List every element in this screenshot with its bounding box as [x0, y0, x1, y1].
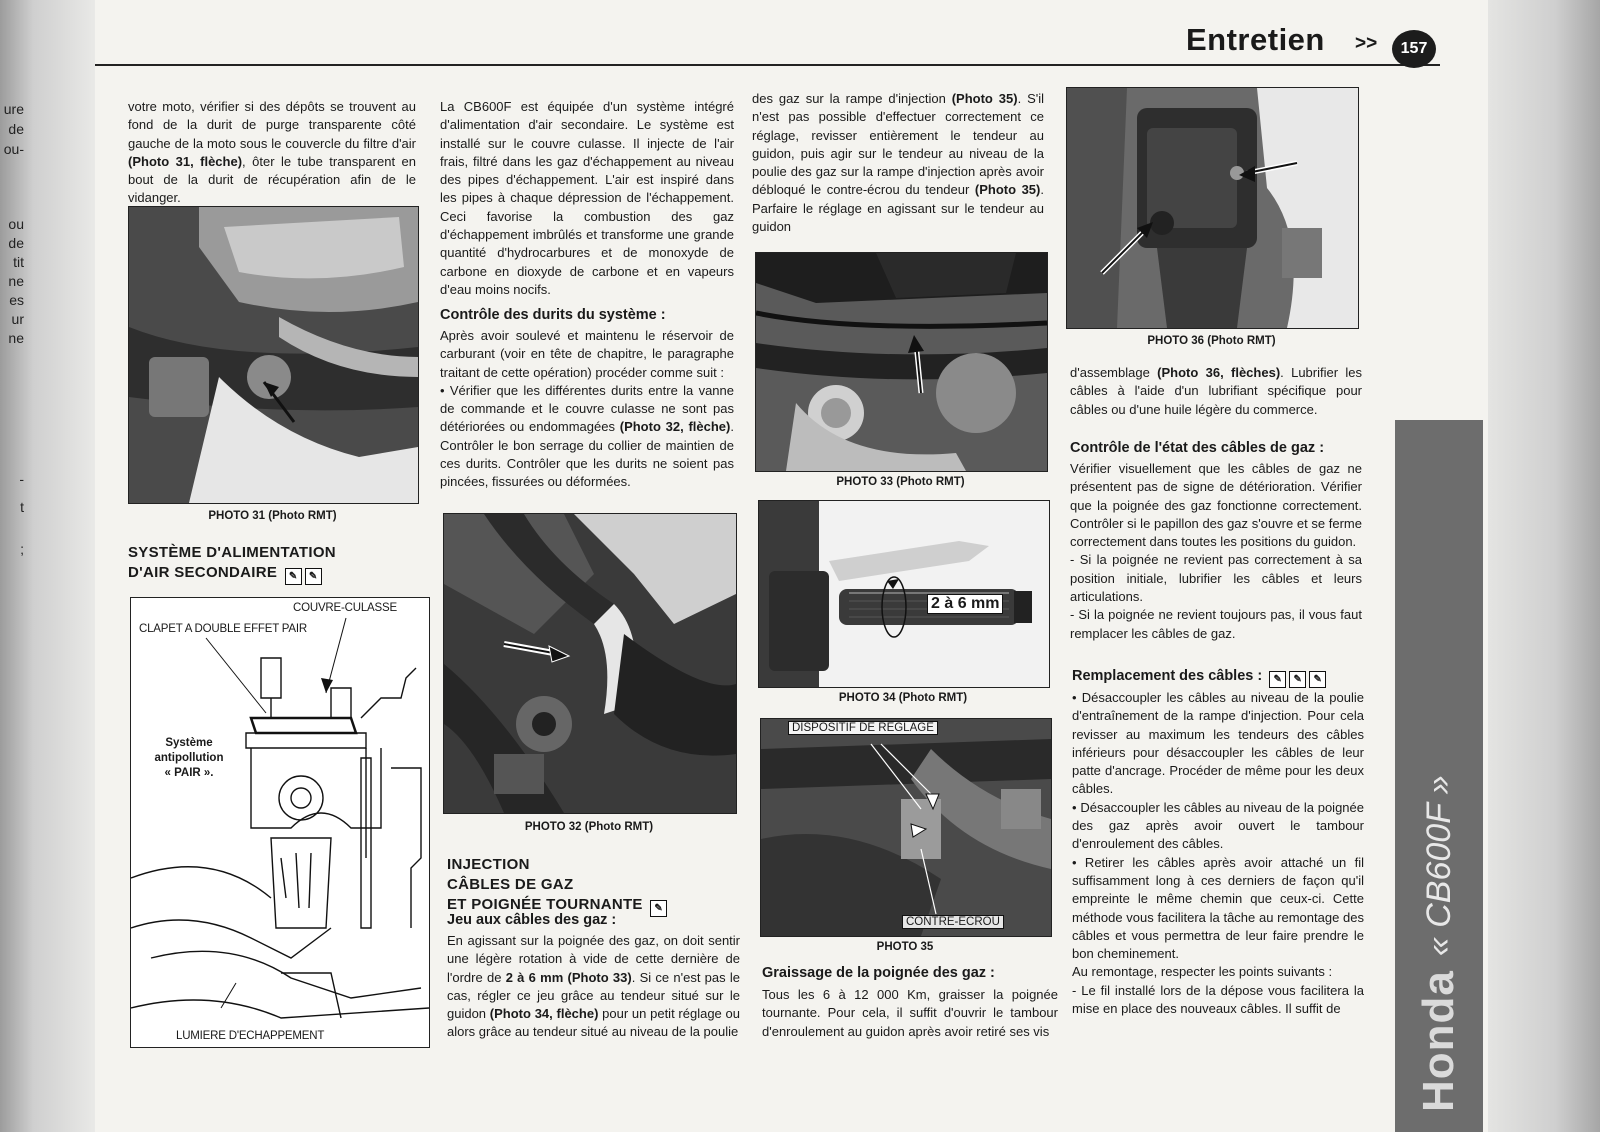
- jeu-cables-text: En agissant sur la poignée des gaz, on doit sentir une légère rotation à vide de cette dernière de l'ordre de 2 à 6 mm (Photo 33). Si ce n'est pas le cas, régler ce jeu grâce au tendeur situé sur le guidon (Photo 34, flèche) pour un petit réglage ou alors grâce au tendeur situé au niveau de la poulie: [447, 933, 741, 1040]
- header-rule: [95, 64, 1440, 66]
- wrench-icon: ✎: [650, 900, 667, 917]
- graissage-title: Graissage de la poignée des gaz :: [762, 965, 995, 981]
- gutter-fragment: de: [8, 121, 24, 137]
- gutter-fragment: ure: [3, 101, 24, 117]
- left-page-gutter: [0, 0, 95, 1132]
- photo-36: [1066, 87, 1359, 329]
- controle-durits-title: Contrôle des durits du système :: [440, 307, 666, 323]
- label-line: « PAIR ».: [164, 767, 214, 779]
- col2-intro: La CB600F est équipée d'un système intégré d'alimentation d'air secondaire. Le système est installé sur le couvre culasse. Il injecte de l'air frais, filtré dans les gaz d'échappement au niveau des pipes d'échappement. L'air est inspiré dans les pipes à chaque dépression de l'échappement. Ceci favorise la combustion des gaz d'échappement imbrûlés et transforme une grande quantité d'hydrocarbures et de monoxyde de carbone en dioxyde de carbone et en vapeurs d'eau moins nocifs.: [440, 99, 734, 297]
- jeu-cables-title: Jeu aux câbles des gaz :: [447, 912, 617, 928]
- remplacement-text: • Désaccoupler les câbles au niveau de la poulie d'entraînement de la rampe d'injection. Pour cela revisser au maximum les tendeurs des câbles inférieurs pour désaccoupler les câbles de leur patte d'ancrage. Procéder de même pour les deux câbles. • Désaccoupler les câbles au niveau de la poignée des gaz après avoir ouvert le tambour d'enroulement des câbles. • Retirer les câbles après avoir attaché un fil suffisamment long à ces derniers de façon qu'il empreinte le même chemin que ceux-ci. Cette méthode vous facilitera la tâche au remontage des câbles et vous permettra de leur faire prendre le bon cheminement. Au remontage, respecter les points suivants : - Le fil installé lors de la dépose vous facilitera la mise en place des nouveaux câbles. Il suffit de: [1072, 690, 1364, 1017]
- wrench-icon: ✎: [1269, 671, 1286, 688]
- gutter-fragment: -: [19, 471, 24, 487]
- side-tab-label: [1395, 420, 1483, 1132]
- side-tab: [1395, 420, 1483, 1132]
- wrench-icon: ✎: [285, 568, 302, 585]
- section-title-injection: [447, 855, 737, 917]
- col4-intro: d'assemblage (Photo 36, flèches). Lubrifier les câbles à l'aide d'un lubrifiant spécifique pour câbles ou d'une huile légère du commerce.: [1070, 365, 1363, 417]
- photo-35-label-contre-ecrou: CONTRE-ECROU: [902, 915, 1004, 929]
- gutter-fragment: ou-: [3, 141, 24, 157]
- section-title-line: D'AIR SECONDAIRE ✎ ✎: [128, 563, 418, 585]
- wrench-icon: ✎: [305, 568, 322, 585]
- page-title: Entretien: [1186, 22, 1325, 57]
- gutter-fragment: es: [9, 292, 24, 308]
- photo-35-caption: PHOTO 35: [876, 941, 934, 953]
- gutter-fragment: ou: [8, 216, 24, 232]
- gutter-fragment: t: [20, 499, 24, 515]
- label-line: antipollution: [154, 752, 224, 764]
- label-line: Système: [165, 737, 213, 749]
- label-lumiere: LUMIERE D'ECHAPPEMENT: [176, 1030, 325, 1042]
- pair-system-diagram: [130, 597, 430, 1048]
- section-title-line: INJECTION: [447, 856, 530, 873]
- col1-intro: votre moto, vérifier si des dépôts se trouvent au fond de la durit de purge transparente côté gauche de la moto sous le couvercle du filtre d'air (Photo 31, flèche), ôter le tube transparent en bout de la durit de récupération afin de le vidanger.: [128, 99, 416, 206]
- section-title-line: CÂBLES DE GAZ: [447, 876, 574, 893]
- label-systeme-pair: [139, 736, 239, 781]
- gutter-fragment: ne: [8, 273, 24, 289]
- etat-cables-text: Vérifier visuellement que les câbles de gaz ne présentent pas de signe de détérioration. Vérifier que la poignée des gaz fonctionne correctement. Contrôler si le papillon des gaz s'ouvre et se ferme correctement dans toutes les positions du guidon. - Si la poignée ne revient pas correctement à sa position initiale, lubrifier les câbles et leurs articulations. - Si la poignée ne revient toujours pas, il vous faut remplacer les câbles de gaz.: [1070, 461, 1362, 641]
- gutter-fragment: ne: [8, 330, 24, 346]
- photo-33: [755, 252, 1048, 472]
- photo-31-caption: PHOTO 31 (Photo RMT): [208, 510, 337, 522]
- photo-33-caption: PHOTO 33 (Photo RMT): [836, 476, 965, 488]
- gutter-fragment: de: [8, 235, 24, 251]
- remplacement-title: Remplacement des câbles : ✎ ✎ ✎: [1072, 668, 1364, 688]
- section-title-line: SYSTÈME D'ALIMENTATION: [128, 544, 336, 561]
- photo-35-label-reglage: DISPOSITIF DE REGLAGE: [788, 721, 938, 735]
- photo-34: [758, 500, 1050, 688]
- photo-34-measure-label: 2 à 6 mm: [927, 594, 1003, 614]
- label-couvre-culasse: COUVRE-CULASSE: [293, 602, 397, 614]
- photo-31: [128, 206, 419, 504]
- header-arrows: >>: [1355, 33, 1378, 54]
- section-title-line: ET POIGNÉE TOURNANTE ✎: [447, 895, 737, 917]
- gutter-fragment: ;: [20, 541, 24, 557]
- graissage-text: Tous les 6 à 12 000 Km, graisser la poignée tournante. Pour cela, il suffit d'ouvrir le tambour d'enroulement au guidon après avoir retiré ses vis: [762, 987, 1058, 1039]
- photo-36-caption: PHOTO 36 (Photo RMT): [1147, 335, 1276, 347]
- right-page-edge: [1488, 0, 1600, 1132]
- photo-34-caption: PHOTO 34 (Photo RMT): [838, 692, 968, 704]
- side-tab-brand: Honda: [1414, 970, 1463, 1112]
- photo-32-caption: PHOTO 32 (Photo RMT): [524, 821, 654, 833]
- controle-durits-text: Après avoir soulevé et maintenu le réservoir de carburant (voir en tête de chapitre, le paragraphe traitant de cette opération) procéder comme suit : • Vérifier que les différentes durits entre la vanne de commande et le couvre culasse ne sont pas détériorées ou endommagées (Photo 32, flèche). Contrôler le bon serrage du collier de maintien de ces durits. Contrôler que les durits ne soient pas pincées, fissurées ou déformées.: [440, 328, 734, 490]
- label-clapet: CLAPET A DOUBLE EFFET PAIR: [139, 623, 307, 635]
- section-title-secondary-air: [128, 543, 418, 585]
- side-tab-model: « CB600F »: [1419, 775, 1458, 957]
- col3-intro: des gaz sur la rampe d'injection (Photo 35). S'il n'est pas possible d'effectuer correctement ce réglage, revisser entièrement le tendeur au guidon, puis agir sur le tendeur au niveau de la poulie des gaz sur la rampe d'injection après avoir débloqué le contre-écrou du tendeur (Photo 35). Parfaire le réglage en agissant sur le tendeur au guidon: [752, 91, 1044, 235]
- gutter-fragment: tit: [13, 254, 24, 270]
- wrench-icon: ✎: [1309, 671, 1326, 688]
- etat-cables-title: Contrôle de l'état des câbles de gaz :: [1070, 440, 1325, 456]
- photo-35: [760, 718, 1052, 937]
- page-number-badge: 157: [1392, 30, 1436, 68]
- wrench-icon: ✎: [1289, 671, 1306, 688]
- gutter-fragment: ur: [11, 311, 24, 327]
- photo-32: [443, 513, 737, 814]
